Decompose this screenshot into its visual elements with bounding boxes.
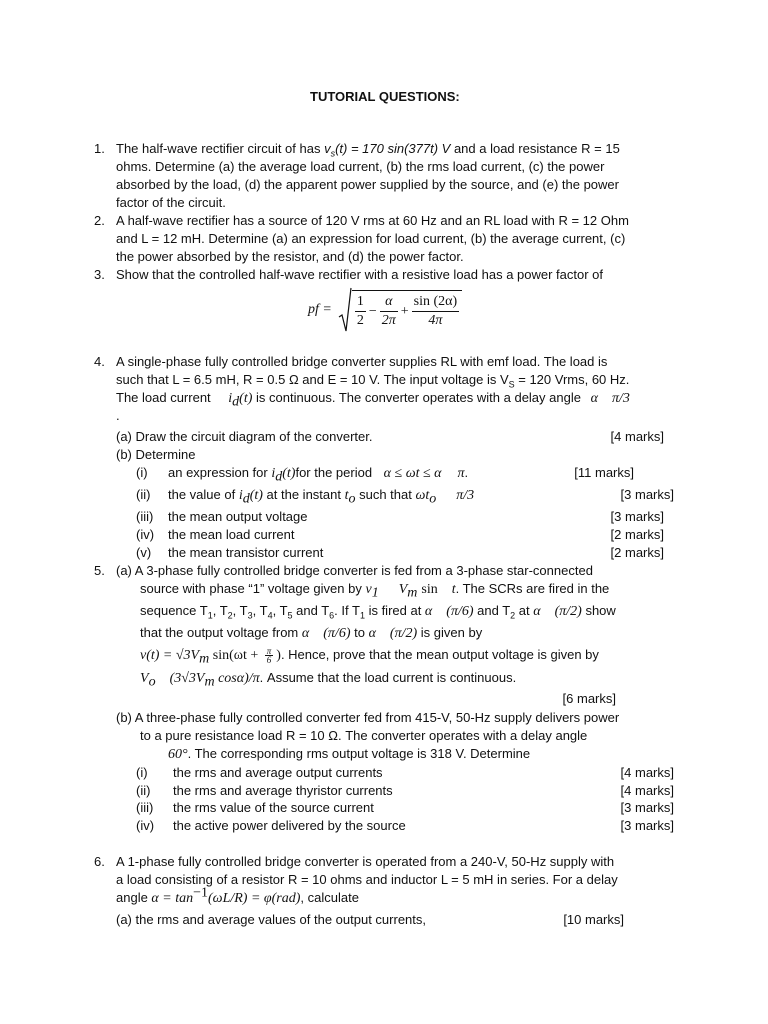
item-number: (i) <box>136 465 148 480</box>
sub-question-a: (a) the rms and average values of the output currents, <box>116 912 427 927</box>
question-line: $v(t) = √3V_m$ sin(ωt + $\frac{\pi}{6}$ ). Hence, prove that the mean output voltage is given by <box>140 646 599 667</box>
item-number: (i) <box>136 765 148 780</box>
question-line: (a) A 3-phase fully controlled bridge converter is fed from a 3-phase star-connected <box>116 563 593 578</box>
sqrt-sign <box>338 287 352 333</box>
question-line: A 1-phase fully controlled bridge converter is operated from a 240-V, 50-Hz supply with <box>116 854 615 869</box>
question-line: (b) A three-phase fully controlled converter fed from 415-V, 50-Hz supply delivers power <box>116 710 620 725</box>
page-title: TUTORIAL QUESTIONS: <box>310 89 460 104</box>
sub-question-a: (a) Draw the circuit diagram of the converter. <box>116 429 373 444</box>
question-number: 4. <box>94 354 105 369</box>
question-line: and L = 12 mH. Determine (a) an expression for load current, (b) the average current, (c) <box>116 231 626 246</box>
question-number: 5. <box>94 563 105 578</box>
item-text: the value of $i_d(t)$ at the instant $t_o$ such that $\omega t_o$ π/3 <box>168 487 475 507</box>
marks: [3 marks] <box>620 818 674 833</box>
question-line: source with phase “1” voltage given by $v_1$ $V_m$ sin t. The SCRs are fired in the <box>140 581 610 601</box>
question-line: A half-wave rectifier has a source of 120 V rms at 60 Hz and an RL load with R = 12 Ohm <box>116 213 629 228</box>
item-number: (ii) <box>136 487 151 502</box>
question-line: A single-phase fully controlled bridge converter supplies RL with emf load. The load is <box>116 354 608 369</box>
marks: [2 marks] <box>610 545 664 560</box>
item-number: (iii) <box>136 509 154 524</box>
item-text: the mean output voltage <box>168 509 308 524</box>
question-line: to a pure resistance load R = 10 Ω. The converter operates with a delay angle <box>140 728 588 743</box>
item-number: (iv) <box>136 818 155 833</box>
item-text: the rms and average output currents <box>173 765 383 780</box>
question-line: the power absorbed by the resistor, and (d) the power factor. <box>116 249 464 264</box>
marks: [4 marks] <box>620 765 674 780</box>
marks: [3 marks] <box>610 509 664 524</box>
question-line: The load current $i_d(t)$ is continuous. The converter operates with a delay angle α π/3 <box>116 390 630 410</box>
question-line: . <box>116 408 120 423</box>
question-line: that the output voltage from α (π/6) to α (π/2) is given by <box>140 625 483 641</box>
question-number: 1. <box>94 141 105 156</box>
marks: [3 marks] <box>620 487 674 502</box>
sub-question-b: (b) Determine <box>116 447 196 462</box>
question-line: such that L = 6.5 mH, R = 0.5 Ω and E = 10 V. The input voltage is $V_S = 120$ Vrms, 60 Hz. <box>116 372 630 390</box>
fraction-half: $\frac{1}{2}$ <box>356 294 364 328</box>
marks: [2 marks] <box>610 527 664 542</box>
item-text: the rms and average thyristor currents <box>173 783 393 798</box>
question-line: Show that the controlled half-wave rectifier with a resistive load has a power factor of <box>116 267 604 282</box>
fraction-sin: $\frac{\sin (2\alpha)}{4\pi}$ <box>413 294 458 328</box>
marks: [6 marks] <box>562 691 616 706</box>
item-text: the mean transistor current <box>168 545 324 560</box>
item-text: an expression for $i_d(t)for$ the period α ≤ ωt ≤ α π. <box>168 465 469 485</box>
item-text: the rms value of the source current <box>173 800 374 815</box>
marks: [4 marks] <box>610 429 664 444</box>
item-number: (iii) <box>136 800 154 815</box>
fraction-pi-6: $\frac{\pi}{6}$ <box>266 646 272 666</box>
fraction-alpha: $\frac{\alpha}{2\pi}$ <box>381 294 396 328</box>
marks: [11 marks] <box>574 465 634 480</box>
marks: [3 marks] <box>620 800 674 815</box>
question-line: a load consisting of a resistor R = 10 ohms and inductor L = 5 mH in series. For a delay <box>116 872 618 887</box>
question-number: 6. <box>94 854 105 869</box>
marks: [4 marks] <box>620 783 674 798</box>
question-line: ohms. Determine (a) the average load current, (b) the rms load current, (c) the power <box>116 159 605 174</box>
question-line: factor of the circuit. <box>116 195 226 210</box>
question-line: absorbed by the load, (d) the apparent power supplied by the source, and (e) the power <box>116 177 619 192</box>
item-number: (v) <box>136 545 152 560</box>
marks: [10 marks] <box>563 912 624 927</box>
item-text: the active power delivered by the source <box>173 818 406 833</box>
item-text: the mean load current <box>168 527 295 542</box>
question-number: 3. <box>94 267 105 282</box>
power-factor-equation: pf = $\frac{1}{2}$ − $\frac{\alpha}{2\pi}$ + $\frac{\sin (2\alpha)}{4\pi}$ <box>308 286 462 334</box>
item-number: (iv) <box>136 527 155 542</box>
question-line: 60°. The corresponding rms output voltage is 318 V. Determine <box>168 746 531 762</box>
sqrt-body: $\frac{1}{2}$ − $\frac{\alpha}{2\pi}$ + $\frac{\sin (2\alpha)}{4\pi}$ <box>352 290 462 330</box>
question-line: angle $\alpha = \tan^{-1}(\omega L/R) = \varphi(rad)$, calculate <box>116 885 359 906</box>
item-number: (ii) <box>136 783 151 798</box>
question-line: The half-wave rectifier circuit of has $v_s(t) = 170$ sin(377t) V and a load resistance R = 15 <box>116 141 620 159</box>
question-line: sequence $T_1$, $T_2$, $T_3$, $T_4$, $T_5$ and $T_6$. If $T_1$ is fired at α (π/6) and $T_2$ at α (π/2) show <box>140 603 616 621</box>
question-number: 2. <box>94 213 105 228</box>
question-line: $V_o$ ($3√3V_m$ cosα)/π. Assume that the load current is continuous. <box>140 670 517 690</box>
